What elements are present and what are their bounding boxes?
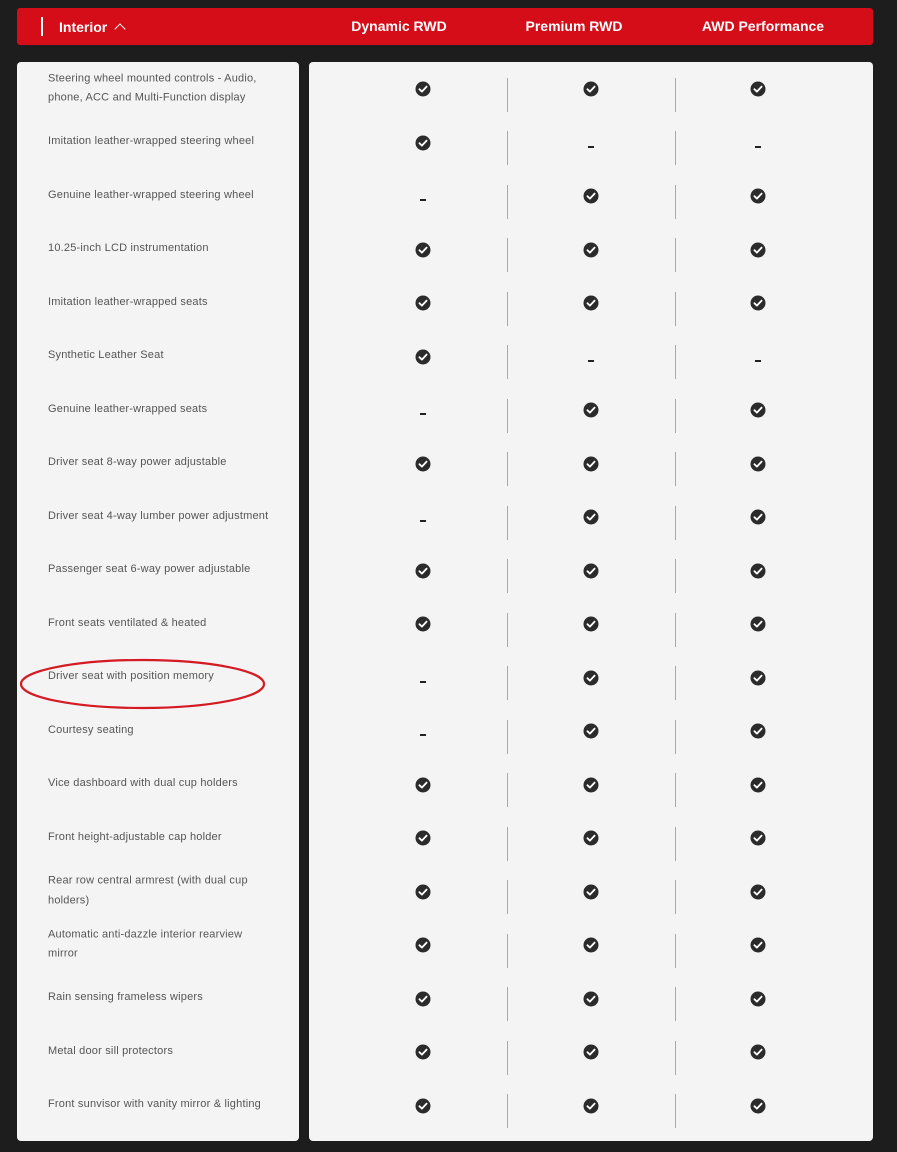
column-divider bbox=[507, 827, 508, 861]
check-circle-icon bbox=[415, 295, 431, 311]
column-header-awd-performance: AWD Performance bbox=[701, 18, 825, 34]
check-circle-icon bbox=[583, 242, 599, 258]
column-divider bbox=[675, 452, 676, 486]
value-row bbox=[309, 490, 873, 544]
value-cell bbox=[583, 865, 599, 919]
value-cell bbox=[583, 330, 599, 384]
check-circle-icon bbox=[583, 937, 599, 953]
feature-row bbox=[17, 865, 299, 919]
value-row bbox=[309, 704, 873, 758]
feature-label: Rear row central armrest (with dual cup holders) bbox=[48, 874, 248, 907]
check-circle-icon bbox=[415, 777, 431, 793]
column-divider bbox=[507, 987, 508, 1021]
value-cell bbox=[415, 223, 431, 277]
chevron-up-icon bbox=[115, 23, 126, 34]
check-circle-icon bbox=[750, 991, 766, 1007]
value-row bbox=[309, 918, 873, 972]
feature-row bbox=[17, 811, 299, 865]
feature-row bbox=[17, 918, 299, 972]
feature-label: Automatic anti-dazzle interior rearview mirror bbox=[48, 928, 243, 960]
feature-label: Imitation leather-wrapped steering wheel bbox=[48, 135, 255, 148]
value-cell bbox=[750, 1079, 766, 1133]
feature-row bbox=[17, 169, 299, 223]
value-row bbox=[309, 597, 873, 651]
value-cell bbox=[750, 276, 766, 330]
column-divider bbox=[675, 506, 676, 540]
feature-row bbox=[17, 330, 299, 384]
column-divider bbox=[507, 292, 508, 326]
feature-label: Front sunvisor with vanity mirror & lighting bbox=[48, 1098, 261, 1111]
value-row bbox=[309, 972, 873, 1026]
column-divider bbox=[675, 292, 676, 326]
column-divider bbox=[507, 666, 508, 700]
check-circle-icon bbox=[750, 723, 766, 739]
value-row bbox=[309, 651, 873, 705]
column-divider bbox=[507, 131, 508, 165]
value-cell bbox=[583, 811, 599, 865]
check-circle-icon bbox=[415, 830, 431, 846]
check-circle-icon bbox=[750, 81, 766, 97]
check-circle-icon bbox=[750, 242, 766, 258]
feature-row bbox=[17, 223, 299, 277]
value-cell bbox=[415, 651, 431, 705]
value-cell bbox=[415, 597, 431, 651]
check-circle-icon bbox=[583, 884, 599, 900]
value-cell bbox=[750, 544, 766, 598]
feature-row bbox=[17, 62, 299, 116]
value-cell bbox=[750, 169, 766, 223]
column-divider bbox=[507, 1094, 508, 1128]
dash-icon bbox=[755, 360, 761, 362]
value-cell bbox=[583, 1025, 599, 1079]
column-divider bbox=[675, 773, 676, 807]
value-cell bbox=[750, 383, 766, 437]
check-circle-icon bbox=[583, 830, 599, 846]
feature-row bbox=[17, 1025, 299, 1079]
check-circle-icon bbox=[415, 81, 431, 97]
column-divider bbox=[507, 773, 508, 807]
value-row bbox=[309, 865, 873, 919]
feature-label: Driver seat with position memory bbox=[48, 670, 214, 683]
feature-label: Driver seat 4-way lumber power adjustment bbox=[48, 509, 269, 522]
check-circle-icon bbox=[415, 242, 431, 258]
feature-label: Steering wheel mounted controls - Audio, phone, ACC and Multi-Function display bbox=[48, 72, 257, 104]
value-cell bbox=[750, 437, 766, 491]
column-divider bbox=[507, 345, 508, 379]
value-cell bbox=[583, 490, 599, 544]
value-cell bbox=[415, 490, 431, 544]
check-circle-icon bbox=[415, 1098, 431, 1114]
feature-label: Genuine leather-wrapped steering wheel bbox=[48, 188, 254, 201]
check-circle-icon bbox=[583, 777, 599, 793]
column-divider bbox=[507, 185, 508, 219]
column-divider bbox=[507, 452, 508, 486]
feature-row bbox=[17, 544, 299, 598]
value-cell bbox=[750, 811, 766, 865]
column-header-dynamic-rwd: Dynamic RWD bbox=[351, 18, 447, 34]
check-circle-icon bbox=[750, 295, 766, 311]
feature-row bbox=[17, 490, 299, 544]
value-row bbox=[309, 169, 873, 223]
value-cell bbox=[415, 330, 431, 384]
check-circle-icon bbox=[583, 509, 599, 525]
value-cell bbox=[750, 972, 766, 1026]
interior-section-toggle[interactable] bbox=[41, 17, 124, 36]
check-circle-icon bbox=[583, 991, 599, 1007]
check-circle-icon bbox=[750, 937, 766, 953]
value-cell bbox=[415, 865, 431, 919]
feature-row bbox=[17, 437, 299, 491]
column-divider bbox=[675, 399, 676, 433]
value-cell bbox=[583, 918, 599, 972]
value-cell bbox=[583, 116, 599, 170]
column-divider bbox=[675, 827, 676, 861]
check-circle-icon bbox=[750, 884, 766, 900]
feature-label: Genuine leather-wrapped seats bbox=[48, 402, 208, 415]
value-cell bbox=[415, 918, 431, 972]
check-circle-icon bbox=[750, 188, 766, 204]
value-cell bbox=[415, 704, 431, 758]
feature-label: 10.25-inch LCD instrumentation bbox=[48, 242, 209, 255]
value-cell bbox=[750, 1025, 766, 1079]
feature-label: Passenger seat 6-way power adjustable bbox=[48, 563, 251, 576]
feature-label: Metal door sill protectors bbox=[48, 1044, 174, 1057]
check-circle-icon bbox=[583, 402, 599, 418]
feature-row bbox=[17, 597, 299, 651]
feature-label: Front height-adjustable cap holder bbox=[48, 830, 222, 843]
feature-list-panel bbox=[17, 62, 299, 1141]
feature-label: Synthetic Leather Seat bbox=[48, 349, 164, 362]
value-cell bbox=[583, 223, 599, 277]
value-cell bbox=[415, 276, 431, 330]
check-circle-icon bbox=[415, 456, 431, 472]
value-cell bbox=[415, 1025, 431, 1079]
check-circle-icon bbox=[583, 456, 599, 472]
column-divider bbox=[507, 238, 508, 272]
column-divider bbox=[675, 238, 676, 272]
value-cell bbox=[750, 62, 766, 116]
value-cell bbox=[750, 597, 766, 651]
value-cell bbox=[750, 758, 766, 812]
value-row bbox=[309, 758, 873, 812]
value-cell bbox=[750, 865, 766, 919]
value-cell bbox=[750, 223, 766, 277]
value-row bbox=[309, 116, 873, 170]
value-cell bbox=[583, 704, 599, 758]
check-circle-icon bbox=[750, 402, 766, 418]
column-divider bbox=[675, 666, 676, 700]
value-cell bbox=[415, 811, 431, 865]
check-circle-icon bbox=[583, 81, 599, 97]
value-cell bbox=[583, 651, 599, 705]
check-circle-icon bbox=[583, 1098, 599, 1114]
value-cell bbox=[750, 490, 766, 544]
value-cell bbox=[415, 62, 431, 116]
check-circle-icon bbox=[750, 830, 766, 846]
value-cell bbox=[583, 276, 599, 330]
column-divider bbox=[507, 934, 508, 968]
dash-icon bbox=[588, 146, 594, 148]
value-row bbox=[309, 62, 873, 116]
column-divider bbox=[675, 559, 676, 593]
column-divider bbox=[675, 880, 676, 914]
feature-row bbox=[17, 758, 299, 812]
column-divider bbox=[675, 131, 676, 165]
value-cell bbox=[583, 437, 599, 491]
value-cell bbox=[415, 169, 431, 223]
spec-table-header bbox=[17, 8, 873, 45]
check-circle-icon bbox=[583, 616, 599, 632]
header-divider-bar bbox=[41, 17, 43, 36]
value-cell bbox=[583, 62, 599, 116]
check-circle-icon bbox=[583, 670, 599, 686]
value-cell bbox=[415, 116, 431, 170]
dash-icon bbox=[420, 413, 426, 415]
value-cell bbox=[750, 651, 766, 705]
feature-row bbox=[17, 116, 299, 170]
column-divider bbox=[507, 506, 508, 540]
column-divider bbox=[675, 613, 676, 647]
value-cell bbox=[583, 1079, 599, 1133]
check-circle-icon bbox=[415, 884, 431, 900]
check-circle-icon bbox=[583, 295, 599, 311]
feature-row bbox=[17, 383, 299, 437]
check-circle-icon bbox=[415, 991, 431, 1007]
value-cell bbox=[415, 544, 431, 598]
check-circle-icon bbox=[583, 1044, 599, 1060]
dash-icon bbox=[755, 146, 761, 148]
check-circle-icon bbox=[750, 563, 766, 579]
check-circle-icon bbox=[415, 616, 431, 632]
value-cell bbox=[583, 383, 599, 437]
column-divider bbox=[675, 345, 676, 379]
feature-values-panel bbox=[309, 62, 873, 1141]
column-divider bbox=[507, 720, 508, 754]
feature-label: Imitation leather-wrapped seats bbox=[48, 295, 208, 308]
check-circle-icon bbox=[415, 135, 431, 151]
feature-row bbox=[17, 1079, 299, 1133]
check-circle-icon bbox=[415, 937, 431, 953]
check-circle-icon bbox=[415, 563, 431, 579]
feature-row bbox=[17, 276, 299, 330]
feature-label: Front seats ventilated & heated bbox=[48, 616, 207, 629]
check-circle-icon bbox=[750, 1044, 766, 1060]
value-cell bbox=[583, 597, 599, 651]
check-circle-icon bbox=[415, 1044, 431, 1060]
column-divider bbox=[675, 78, 676, 112]
value-cell bbox=[750, 116, 766, 170]
column-divider bbox=[675, 185, 676, 219]
column-divider bbox=[675, 987, 676, 1021]
check-circle-icon bbox=[750, 1098, 766, 1114]
feature-label: Courtesy seating bbox=[48, 723, 134, 736]
column-divider bbox=[507, 613, 508, 647]
value-row bbox=[309, 437, 873, 491]
check-circle-icon bbox=[750, 456, 766, 472]
value-row bbox=[309, 544, 873, 598]
feature-label: Rain sensing frameless wipers bbox=[48, 991, 203, 1004]
column-divider bbox=[507, 78, 508, 112]
check-circle-icon bbox=[583, 188, 599, 204]
column-divider bbox=[675, 934, 676, 968]
column-header-premium-rwd: Premium RWD bbox=[525, 18, 623, 34]
column-divider bbox=[507, 880, 508, 914]
check-circle-icon bbox=[750, 777, 766, 793]
value-cell bbox=[415, 1079, 431, 1133]
highlight-annotation-ellipse bbox=[19, 658, 266, 710]
value-cell bbox=[415, 972, 431, 1026]
value-row bbox=[309, 1025, 873, 1079]
value-cell bbox=[750, 704, 766, 758]
dash-icon bbox=[588, 360, 594, 362]
value-row bbox=[309, 383, 873, 437]
feature-label: Driver seat 8-way power adjustable bbox=[48, 456, 227, 469]
value-cell bbox=[583, 169, 599, 223]
dash-icon bbox=[420, 520, 426, 522]
feature-label: Vice dashboard with dual cup holders bbox=[48, 777, 238, 790]
value-cell bbox=[415, 383, 431, 437]
check-circle-icon bbox=[583, 723, 599, 739]
value-row bbox=[309, 1079, 873, 1133]
check-circle-icon bbox=[415, 349, 431, 365]
value-row bbox=[309, 330, 873, 384]
column-divider bbox=[507, 559, 508, 593]
check-circle-icon bbox=[583, 563, 599, 579]
check-circle-icon bbox=[750, 670, 766, 686]
check-circle-icon bbox=[750, 509, 766, 525]
dash-icon bbox=[420, 734, 426, 736]
value-cell bbox=[583, 544, 599, 598]
section-title: Interior bbox=[59, 18, 108, 35]
value-row bbox=[309, 223, 873, 277]
column-divider bbox=[675, 1094, 676, 1128]
value-cell bbox=[415, 758, 431, 812]
check-circle-icon bbox=[750, 616, 766, 632]
feature-row bbox=[17, 972, 299, 1026]
column-divider bbox=[675, 720, 676, 754]
column-divider bbox=[507, 399, 508, 433]
value-cell bbox=[415, 437, 431, 491]
value-cell bbox=[750, 330, 766, 384]
value-row bbox=[309, 811, 873, 865]
column-divider bbox=[507, 1041, 508, 1075]
value-cell bbox=[583, 972, 599, 1026]
value-cell bbox=[583, 758, 599, 812]
dash-icon bbox=[420, 681, 426, 683]
column-divider bbox=[675, 1041, 676, 1075]
dash-icon bbox=[420, 199, 426, 201]
value-row bbox=[309, 276, 873, 330]
value-cell bbox=[750, 918, 766, 972]
feature-row bbox=[17, 704, 299, 758]
